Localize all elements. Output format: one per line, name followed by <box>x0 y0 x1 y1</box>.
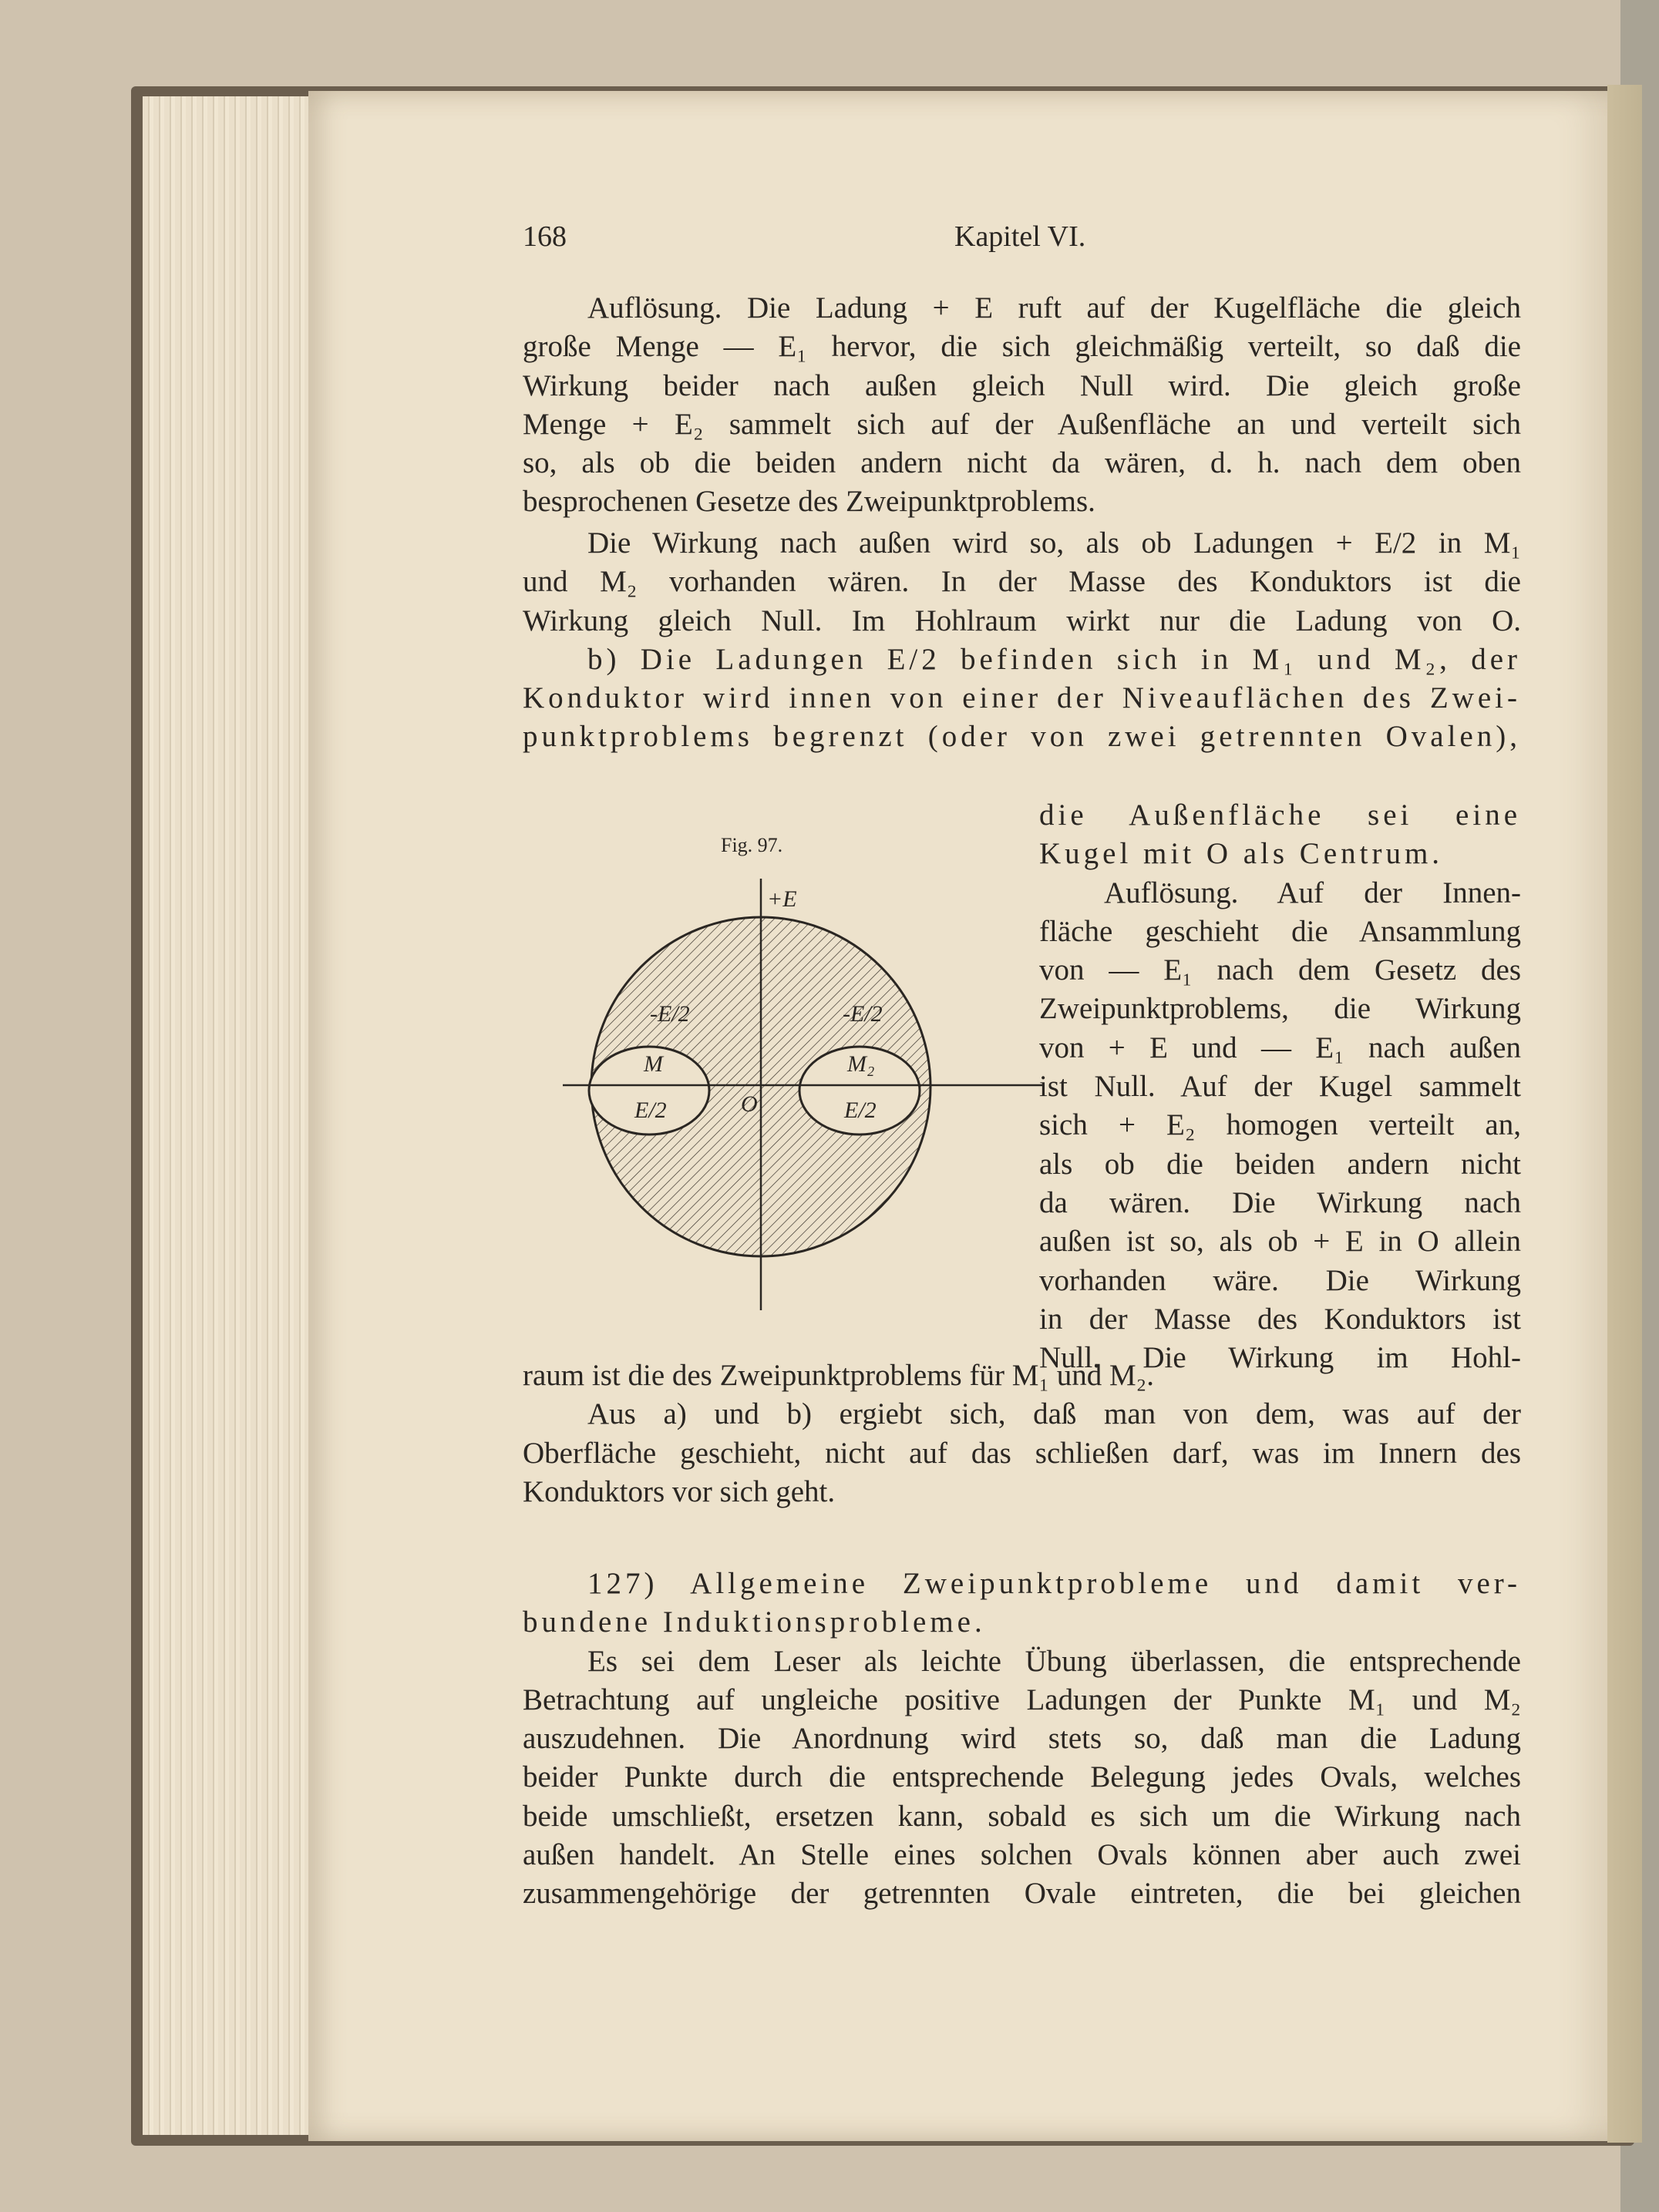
text-line: Konduktor wird innen von einer der Niveauflächen des Zwei- <box>523 681 1521 715</box>
section-127 <box>523 1565 1521 1914</box>
text-line: raum ist die des Zweipunktproblems für M₁ und M₂. <box>523 1359 1154 1392</box>
text-line: punktproblems begrenzt (oder von zwei getrennten Ovalen), <box>523 720 1521 754</box>
text-line: ist Null. Auf der Kugel sammelt <box>1039 1070 1521 1104</box>
label-minus-e-right: -E/2 <box>843 1001 883 1027</box>
label-center-o: O <box>741 1091 758 1117</box>
text-line: da wären. Die Wirkung nach <box>1039 1185 1521 1219</box>
text-line: fläche geschieht die Ansammlung <box>1039 914 1521 948</box>
text-line: Wirkung beider nach außen gleich Null wird. Die gleich große <box>523 368 1521 402</box>
figure-caption: Fig. 97. <box>721 834 783 856</box>
text-line: Menge + E₂ sammelt sich auf der Außenfläche an und verteilt sich <box>523 407 1521 441</box>
text-line: die Außenfläche sei eine <box>1039 798 1521 832</box>
paragraph-conclusion <box>523 1356 1521 1511</box>
text-line: Auflösung. Die Ladung + E ruft auf der Kugelfläche die gleich <box>587 291 1521 324</box>
text-line: Kugel mit O als Centrum. <box>1039 837 1444 871</box>
label-half-e-right: E/2 <box>844 1098 877 1123</box>
text-line: Konduktors vor sich geht. <box>523 1474 836 1508</box>
text-line: auszudehnen. Die Anordnung wird stets so, daß man die Ladung <box>523 1722 1521 1756</box>
text-line: Oberfläche geschieht, nicht auf das schließen darf, was im Innern des <box>523 1436 1521 1470</box>
label-m1: M <box>644 1051 663 1077</box>
text-line: Es sei dem Leser als leichte Übung überlassen, die entsprechende <box>587 1644 1521 1678</box>
text-line: in der Masse des Konduktors ist <box>1039 1302 1521 1336</box>
text-line: und M₂ vorhanden wären. In der Masse des Konduktors ist die <box>523 565 1521 599</box>
text-line: Die Wirkung nach außen wird so, als ob Ladungen + E/2 in M₁ <box>587 526 1521 560</box>
text-line: b) Die Ladungen E/2 befinden sich in M₁ und M₂, der <box>587 642 1521 676</box>
label-plus-e: +E <box>767 886 797 912</box>
book-gutter <box>1607 85 1642 2143</box>
text-line: von + E und — E₁ nach außen <box>1039 1030 1521 1064</box>
text-line: große Menge — E₁ hervor, die sich gleichmäßig verteilt, so daß die <box>523 330 1521 364</box>
text-line: Wirkung gleich Null. Im Hohlraum wirkt nur die Ladung von O. <box>523 603 1521 637</box>
page-edges <box>143 96 308 2135</box>
text-line: beider Punkte durch die entsprechende Belegung jedes Ovals, welches <box>523 1760 1521 1794</box>
chapter-title: Kapitel VI. <box>954 220 1086 253</box>
text-line: sich + E₂ homogen verteilt an, <box>1039 1108 1521 1142</box>
text-line: besprochenen Gesetze des Zweipunktproblems. <box>523 485 1095 519</box>
text-line: Zweipunktproblems, die Wirkung <box>1039 992 1521 1026</box>
paragraph-effect-outside <box>523 524 1521 757</box>
section-heading-line: 127) Allgemeine Zweipunktprobleme und damit ver- <box>587 1567 1521 1600</box>
paragraph-solution-a <box>523 289 1521 522</box>
figure-97 <box>559 879 1052 1318</box>
text-line: Auflösung. Auf der Innen- <box>1104 876 1521 909</box>
text-line: von — E₁ nach dem Gesetz des <box>1039 953 1521 987</box>
text-line: beide umschließt, ersetzen kann, sobald es sich um die Wirkung nach <box>523 1799 1521 1833</box>
label-minus-e-left: -E/2 <box>650 1001 690 1027</box>
text-line: Aus a) und b) ergiebt sich, daß man von dem, was auf der <box>587 1397 1521 1431</box>
text-line: so, als ob die beiden andern nicht da wären, d. h. nach dem oben <box>523 446 1521 480</box>
section-heading-line: bundene Induktionsprobleme. <box>523 1605 986 1639</box>
text-line: zusammengehörige der getrennten Ovale eintreten, die bei gleichen <box>523 1877 1521 1911</box>
text-line: als ob die beiden andern nicht <box>1039 1147 1521 1181</box>
text-line: Null. Die Wirkung im Hohl- <box>1039 1341 1521 1375</box>
paragraph-right-column <box>1039 796 1521 1377</box>
text-line: außen handelt. An Stelle eines solchen Ovals können aber auch zwei <box>523 1838 1521 1872</box>
label-half-e-left: E/2 <box>634 1098 667 1123</box>
text-line: vorhanden wäre. Die Wirkung <box>1039 1263 1521 1297</box>
page-number: 168 <box>523 220 567 253</box>
text-line: außen ist so, als ob + E in O allein <box>1039 1225 1521 1259</box>
text-line: Betrachtung auf ungleiche positive Ladungen der Punkte M₁ und M₂ <box>523 1683 1521 1716</box>
label-m2: M₂ <box>847 1051 875 1077</box>
